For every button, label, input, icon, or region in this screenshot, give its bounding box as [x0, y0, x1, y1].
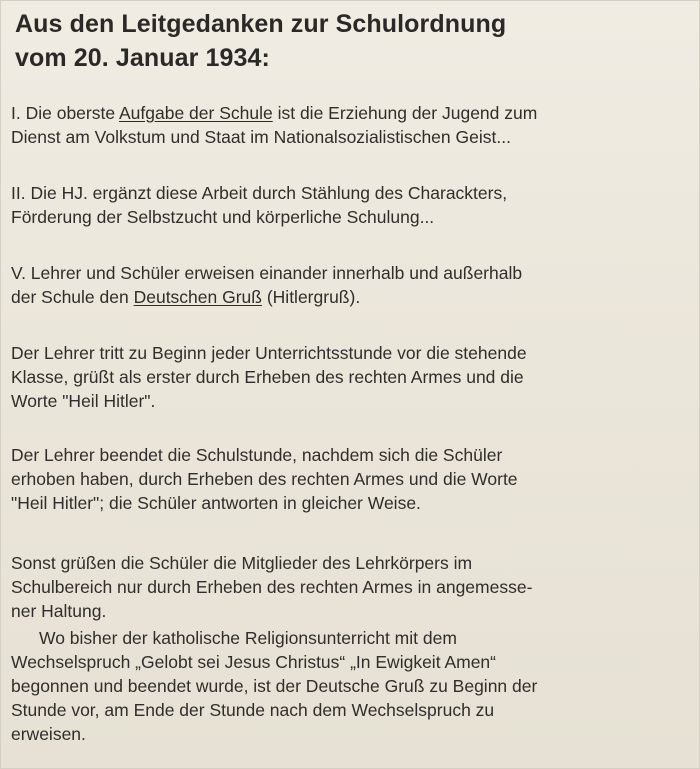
text-fragment: ist die Erziehung der Jugend zum — [272, 103, 538, 123]
text-fragment: der Schule den — [11, 287, 134, 307]
paragraph-stundenbeginn — [11, 341, 695, 413]
text-line — [11, 101, 695, 125]
text-line: Wo bisher der katholische Religionsunterricht mit dem — [39, 628, 457, 648]
text-line: Dienst am Volkstum und Staat im Nationalsozialistischen Geist... — [11, 127, 511, 147]
text-line: Der Lehrer tritt zu Beginn jeder Unterrichtsstunde vor die stehende — [11, 343, 527, 363]
text-line: erweisen. — [11, 724, 86, 744]
text-line: begonnen und beendet wurde, ist der Deutsche Gruß zu Beginn der — [11, 676, 538, 696]
text-line: Klasse, grüßt als erster durch Erheben des rechten Armes und die — [11, 367, 524, 387]
paragraph-sonst — [11, 551, 695, 623]
text-line: Förderung der Selbstzucht und körperliche Schulung... — [11, 207, 435, 227]
text-line — [11, 285, 695, 309]
paragraph-stundenende — [11, 443, 695, 515]
paragraph-deutscher-gruss — [11, 261, 695, 309]
text-fragment: (Hitlergruß). — [261, 287, 361, 307]
title-line: vom 20. Januar 1934: — [15, 44, 270, 72]
text-line: "Heil Hitler"; die Schüler antworten in gleicher Weise. — [11, 493, 421, 513]
text-line: II. Die HJ. ergänzt diese Arbeit durch Stählung des Charackters, — [11, 183, 508, 203]
document-title — [15, 7, 685, 75]
text-line: Stunde vor, am Ende der Stunde nach dem Wechselspruch zu — [11, 700, 495, 720]
underlined-phrase: Deutschen Gruß — [133, 287, 262, 307]
text-line: Sonst grüßen die Schüler die Mitglieder des Lehrkörpers im — [11, 553, 473, 573]
text-line: erhoben haben, durch Erheben des rechten Armes und die Worte — [11, 469, 518, 489]
paragraph-religionsunterricht — [11, 626, 695, 746]
paragraph-hj — [11, 181, 695, 229]
text-fragment: I. Die oberste — [11, 103, 119, 123]
text-line: V. Lehrer und Schüler erweisen einander innerhalb und außerhalb — [11, 263, 523, 283]
text-line: Der Lehrer beendet die Schulstunde, nachdem sich die Schüler — [11, 445, 503, 465]
text-line: Wechselspruch „Gelobt sei Jesus Christus“ „In Ewigkeit Amen“ — [11, 652, 496, 672]
text-line: Schulbereich nur durch Erheben des rechten Armes in angemesse- — [11, 577, 533, 597]
text-line: Worte "Heil Hitler". — [11, 391, 156, 411]
underlined-phrase: Aufgabe der Schule — [118, 103, 273, 123]
title-line: Aus den Leitgedanken zur Schulordnung — [15, 10, 507, 38]
paragraph-aufgabe-der-schule — [11, 101, 695, 149]
text-line: ner Haltung. — [11, 601, 107, 621]
